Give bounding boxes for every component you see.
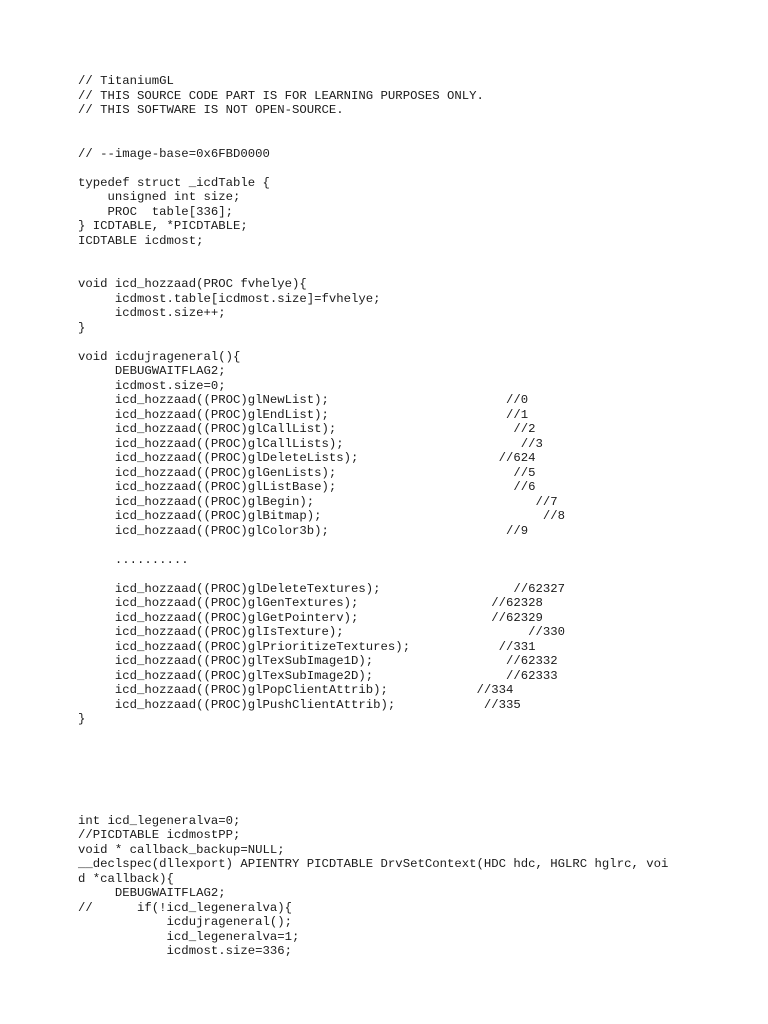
code-line: } ICDTABLE, *PICDTABLE; xyxy=(78,219,248,233)
code-line: icd_legeneralva=1; xyxy=(78,929,300,944)
code-line: icd_hozzaad((PROC)glColor3b); //9 xyxy=(78,523,529,538)
code-line: // THIS SOURCE CODE PART IS FOR LEARNING PURPOSES ONLY. xyxy=(78,88,484,103)
code-line: icd_hozzaad((PROC)glBegin); //7 xyxy=(78,494,558,509)
code-line: icd_hozzaad((PROC)glPrioritizeTextures); //331 xyxy=(78,639,536,654)
code-line: icdmost.size=336; xyxy=(78,944,293,958)
code-line: icd_hozzaad((PROC)glBitmap); //8 xyxy=(78,509,566,523)
code-line: DEBUGWAITFLAG2; xyxy=(78,886,226,900)
code-line: void * callback_backup=NULL; xyxy=(78,842,285,857)
code-line: icd_hozzaad((PROC)glGenTextures); //62328 xyxy=(78,596,543,610)
code-line: //PICDTABLE icdmostPP; xyxy=(78,828,241,842)
code-line: icd_hozzaad((PROC)glCallLists); //3 xyxy=(78,436,543,451)
code-line: ICDTABLE icdmost; xyxy=(78,233,204,248)
code-line: icd_hozzaad((PROC)glGenLists); //5 xyxy=(78,465,536,480)
code-line: icd_hozzaad((PROC)glNewList); //0 xyxy=(78,393,529,407)
code-line: d *callback){ xyxy=(78,871,174,886)
code-line: icd_hozzaad((PROC)glEndList); //1 xyxy=(78,407,529,422)
code-line: icdmost.table[icdmost.size]=fvhelye; xyxy=(78,291,381,306)
code-line: icd_hozzaad((PROC)glPushClientAttrib); //335 xyxy=(78,697,521,712)
code-line: icd_hozzaad((PROC)glGetPointerv); //62329 xyxy=(78,610,543,625)
code-line: int icd_legeneralva=0; xyxy=(78,813,241,828)
code-line: icd_hozzaad((PROC)glTexSubImage1D); //62332 xyxy=(78,654,558,668)
code-line: icd_hozzaad((PROC)glDeleteLists); //624 xyxy=(78,451,536,465)
code-line: icd_hozzaad((PROC)glIsTexture); //330 xyxy=(78,625,566,639)
code-line: // --image-base=0x6FBD0000 xyxy=(78,146,270,161)
code-line: } xyxy=(78,320,86,335)
code-line: void icdujrageneral(){ xyxy=(78,349,241,364)
code-line: icdmost.size++; xyxy=(78,306,226,320)
code-line: icdujrageneral(); xyxy=(78,915,293,929)
code-line: PROC table[336]; xyxy=(78,204,233,219)
code-line: .......... xyxy=(78,552,189,567)
code-line: icd_hozzaad((PROC)glPopClientAttrib); //334 xyxy=(78,683,514,697)
code-line: unsigned int size; xyxy=(78,190,241,204)
code-line: // TitaniumGL xyxy=(78,74,174,88)
code-line: } xyxy=(78,712,86,726)
code-line: icd_hozzaad((PROC)glCallList); //2 xyxy=(78,422,536,436)
code-line: icd_hozzaad((PROC)glListBase); //6 xyxy=(78,480,536,494)
code-line: // THIS SOFTWARE IS NOT OPEN-SOURCE. xyxy=(78,103,344,117)
code-line: typedef struct _icdTable { xyxy=(78,175,270,190)
code-line: icd_hozzaad((PROC)glDeleteTextures); //62327 xyxy=(78,581,566,596)
code-line: void icd_hozzaad(PROC fvhelye){ xyxy=(78,277,307,291)
code-line: icdmost.size=0; xyxy=(78,378,226,393)
code-line: DEBUGWAITFLAG2; xyxy=(78,364,226,378)
code-line: // if(!icd_legeneralva){ xyxy=(78,900,293,915)
code-line: __declspec(dllexport) APIENTRY PICDTABLE DrvSetContext(HDC hdc, HGLRC hglrc, voi xyxy=(78,857,669,871)
code-line: icd_hozzaad((PROC)glTexSubImage2D); //62333 xyxy=(78,668,558,683)
